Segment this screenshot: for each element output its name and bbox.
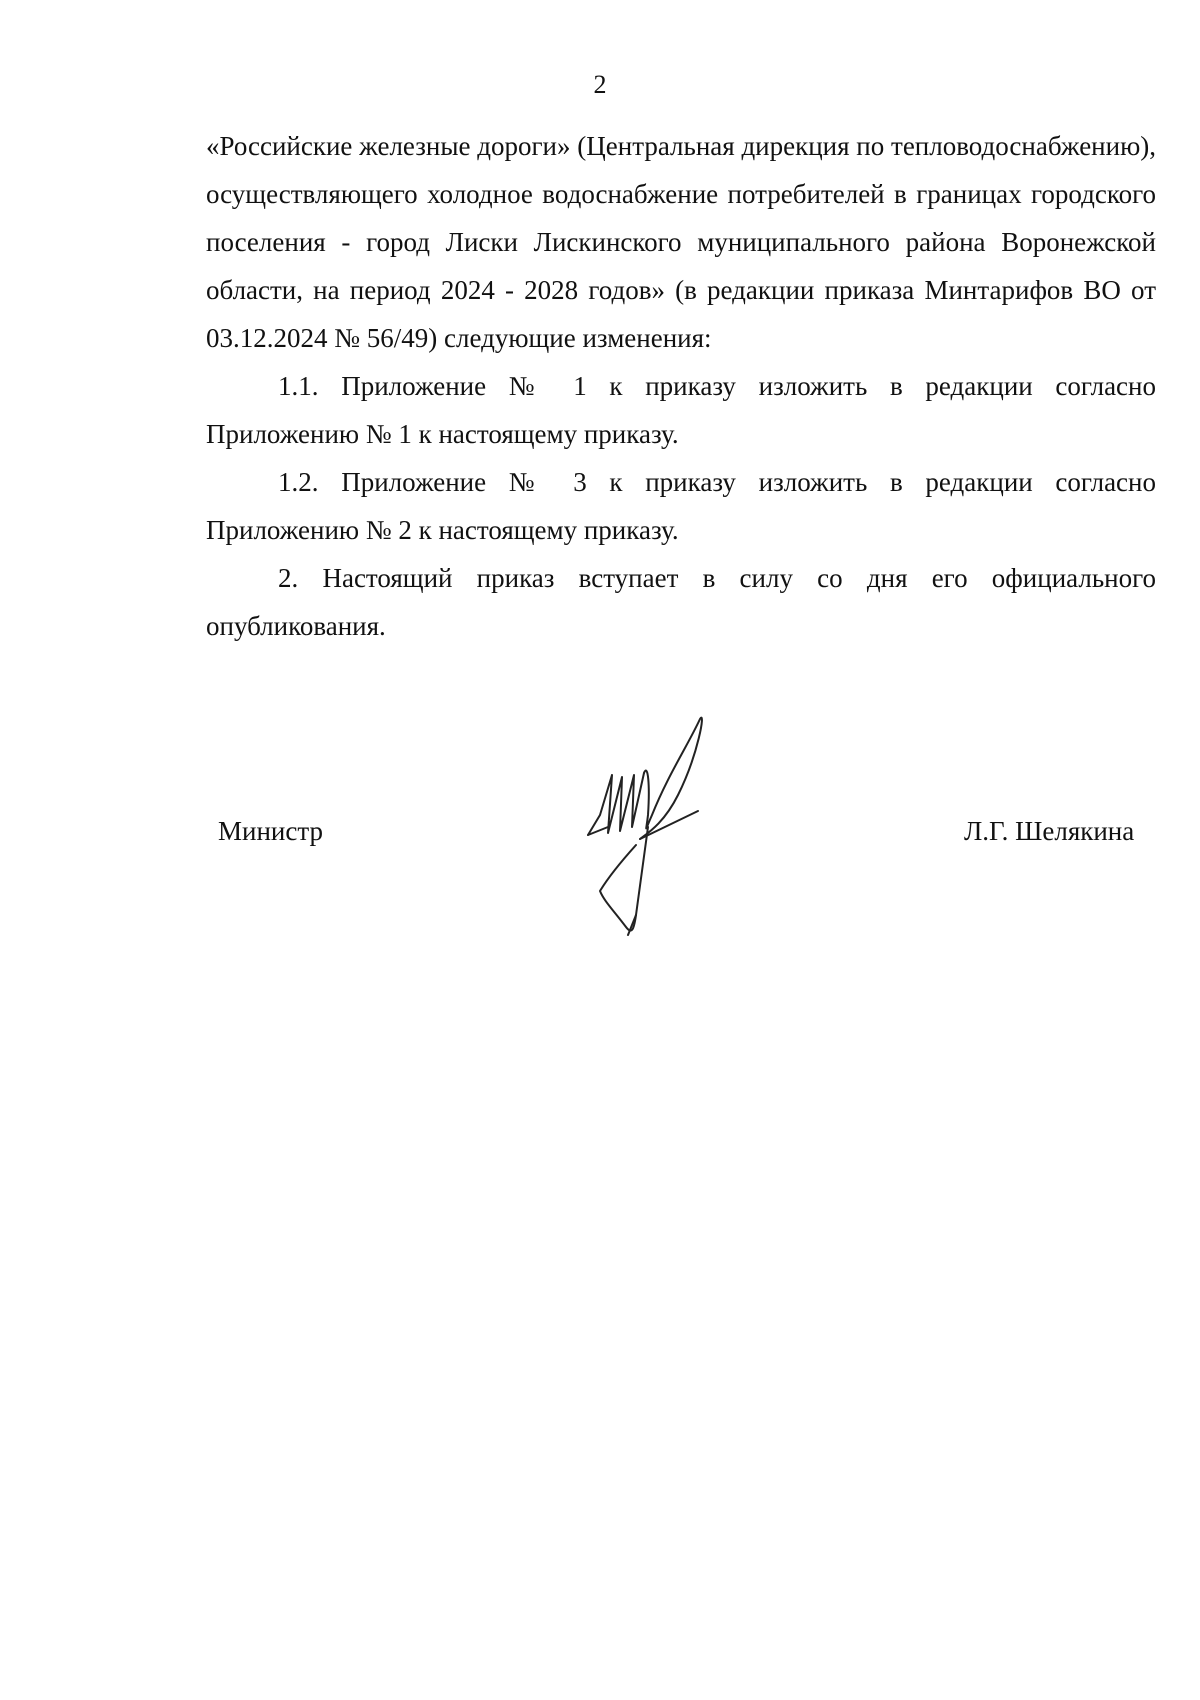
paragraph-item-1-2: 1.2. Приложение № 3 к приказу изложить в редакции согласно Приложению № 2 к настоящему приказу.: [206, 467, 1156, 545]
paragraph-item-1-1: 1.1. Приложение № 1 к приказу изложить в редакции согласно Приложению № 1 к настоящему приказу.: [206, 371, 1156, 449]
paragraph-item-2: 2. Настоящий приказ вступает в силу со дня его официального опубликования.: [206, 563, 1156, 641]
document-body: [206, 122, 1156, 650]
paragraph-intro: «Российские железные дороги» (Центральная дирекция по тепловодоснабжению), осуществляющего холодное водоснабжение потребителей в границах городского поселения - город Лиски Лискинского муниципального района Воронежской области, на период 2024 - 2028 годов» (в редакции приказа Минтарифов ВО от 03.12.2024 № 56/49) следующие изменения:: [206, 131, 1156, 353]
signature-name: Л.Г. Шелякина: [964, 816, 1135, 846]
page-number: 2: [593, 70, 607, 99]
handwritten-signature: [578, 715, 728, 955]
signature-block: [0, 715, 1200, 975]
signature-role: Министр: [218, 816, 323, 846]
